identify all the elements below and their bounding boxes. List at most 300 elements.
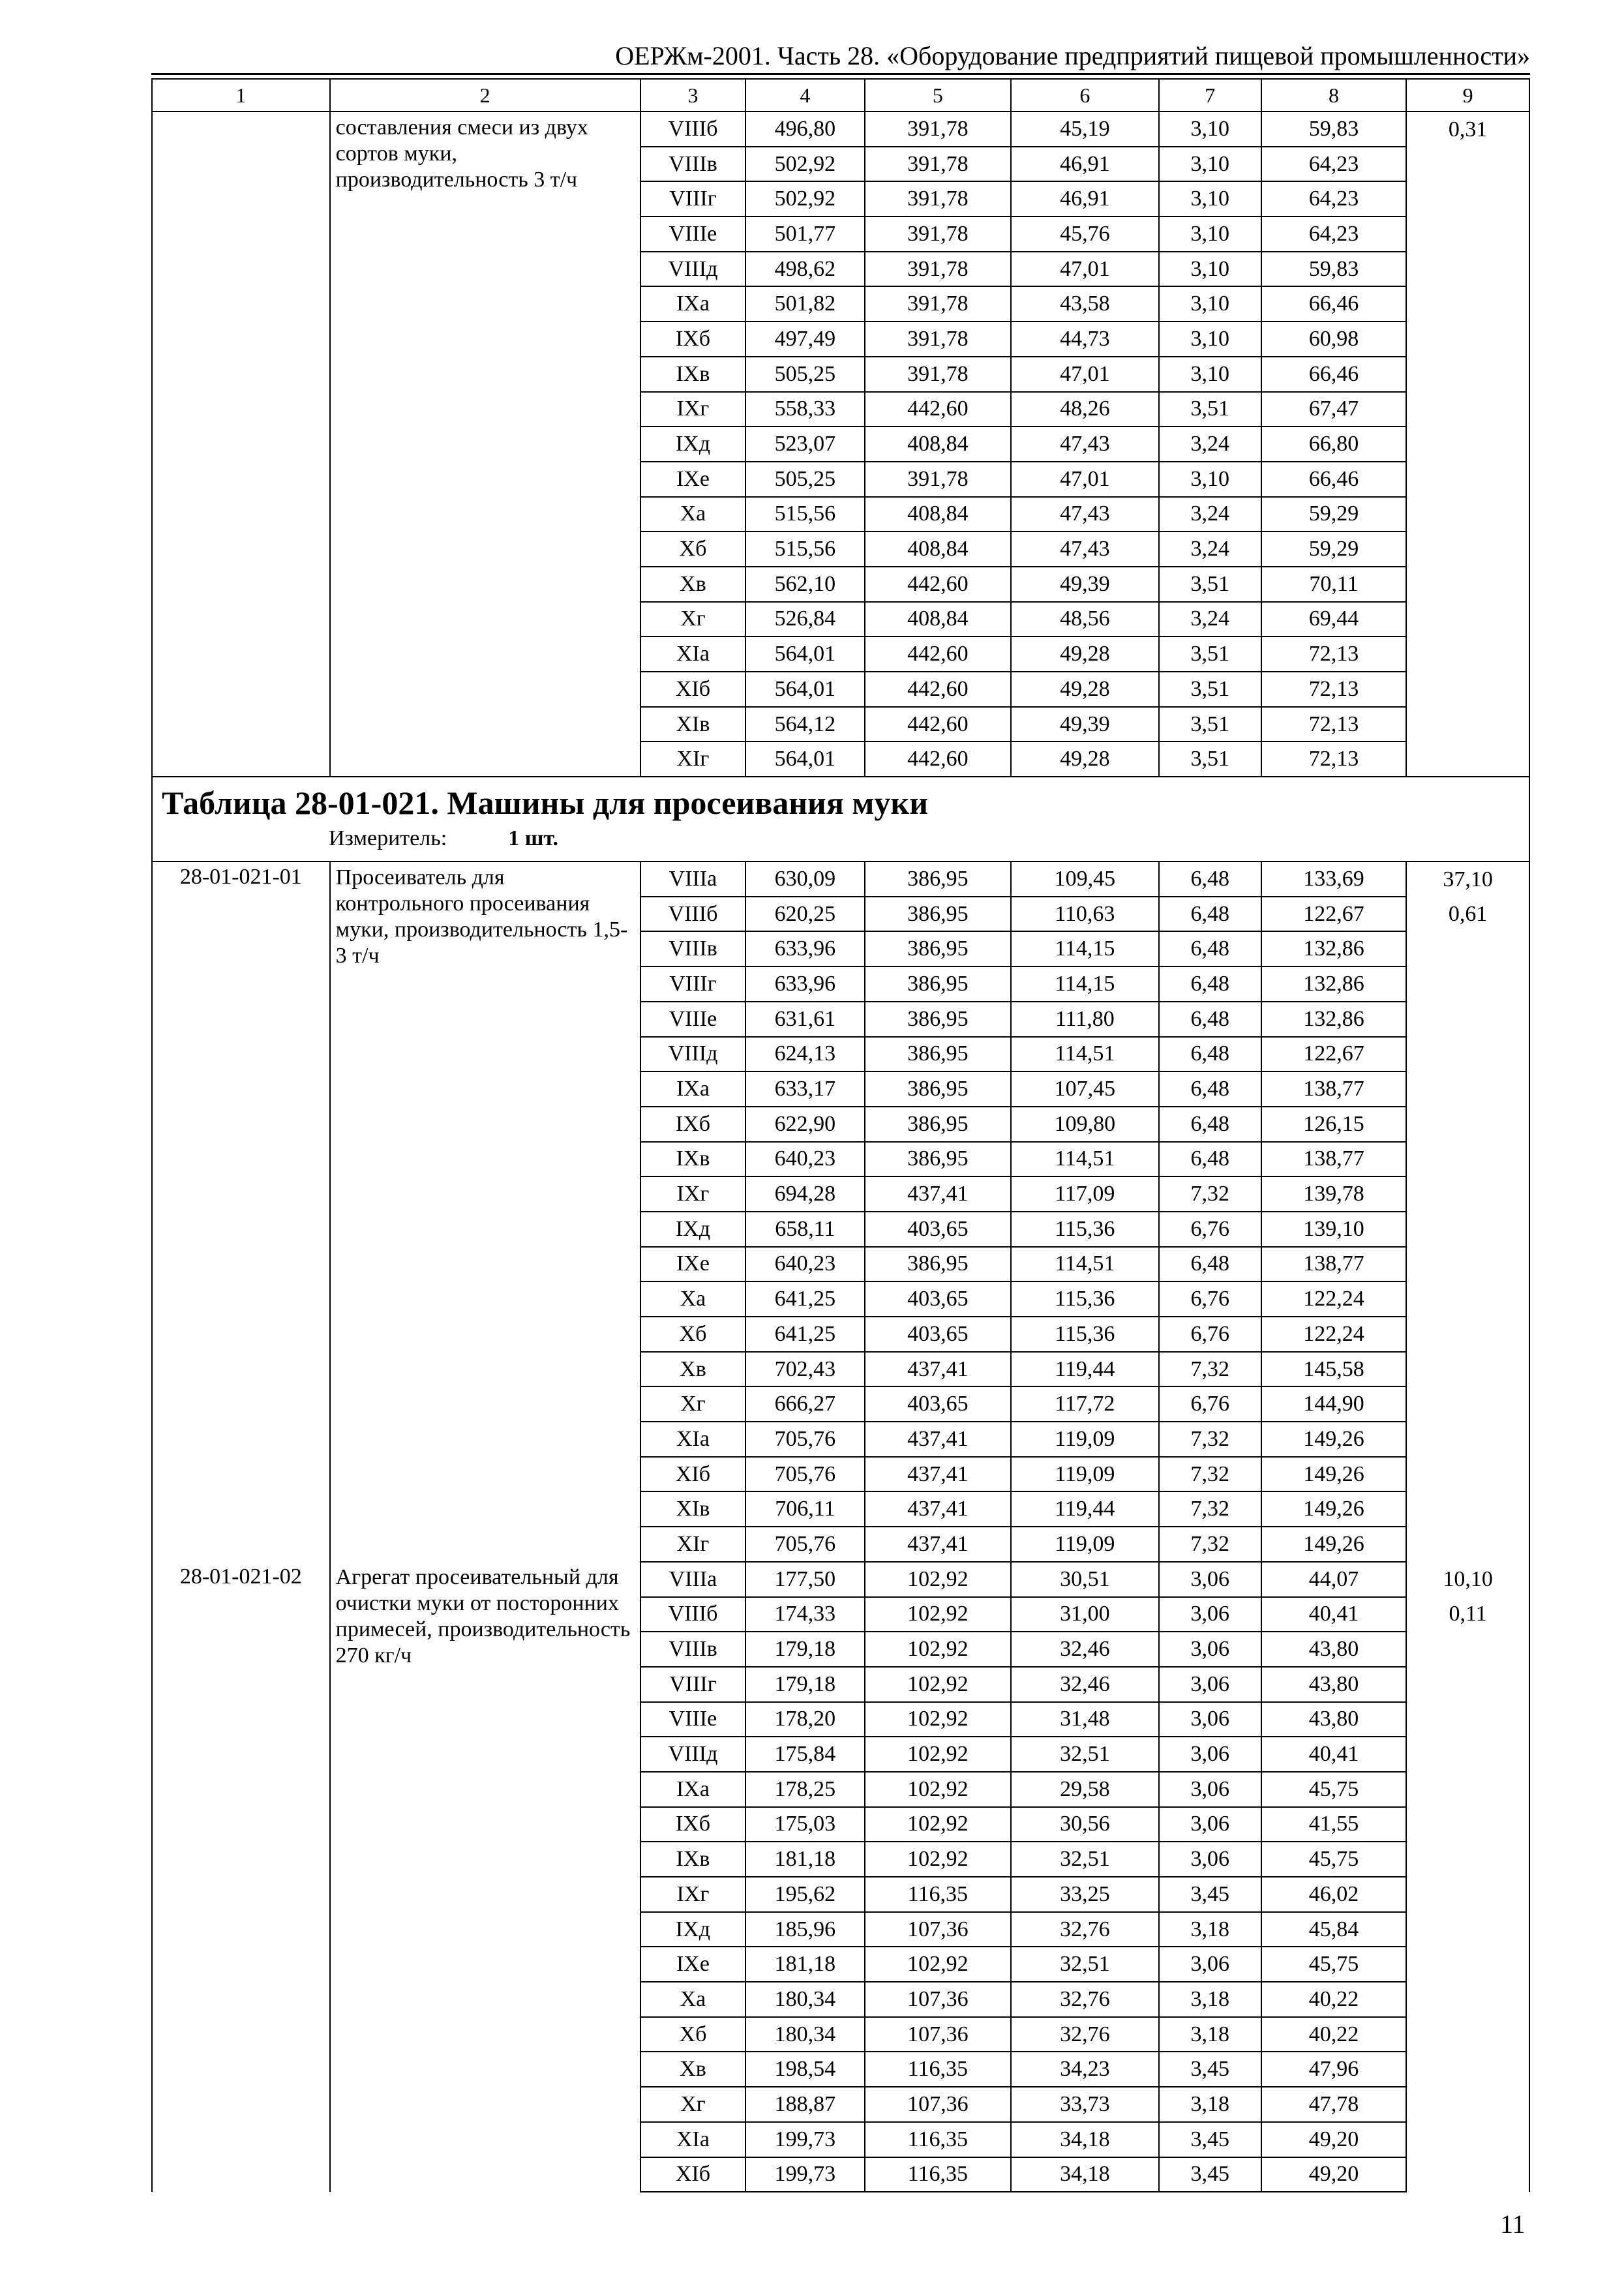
material-cost: 72,13	[1261, 672, 1406, 707]
material-cost: 66,46	[1261, 462, 1406, 497]
total-cost: 523,07	[745, 426, 864, 462]
region-code: Xб	[640, 531, 745, 567]
wage-cost: 437,41	[865, 1176, 1011, 1212]
material-cost: 66,46	[1261, 286, 1406, 322]
material-cost: 139,10	[1261, 1212, 1406, 1247]
material-cost: 44,07	[1261, 1562, 1406, 1597]
region-code: VIIIа	[640, 1562, 745, 1597]
wage-cost: 442,60	[865, 707, 1011, 742]
machinist-wage: 7,32	[1159, 1352, 1261, 1387]
region-code: XIа	[640, 1422, 745, 1457]
machine-cost: 47,43	[1011, 426, 1159, 462]
total-cost: 185,96	[745, 1912, 864, 1947]
machine-cost: 44,73	[1011, 322, 1159, 357]
material-cost: 126,15	[1261, 1107, 1406, 1142]
wage-cost: 442,60	[865, 636, 1011, 672]
machine-cost: 31,00	[1011, 1597, 1159, 1632]
region-code: Xг	[640, 2087, 745, 2122]
total-cost: 564,01	[745, 741, 864, 777]
region-code: VIIIд	[640, 252, 745, 287]
region-code: IXг	[640, 1877, 745, 1912]
wage-cost: 102,92	[865, 1947, 1011, 1982]
machinist-wage: 3,51	[1159, 672, 1261, 707]
labor-cost-value: 0,61	[1448, 902, 1488, 927]
section-title-row	[152, 777, 1529, 861]
wage-cost: 391,78	[865, 147, 1011, 182]
wage-cost: 386,95	[865, 966, 1011, 1002]
region-code: IXв	[640, 1842, 745, 1877]
material-cost: 59,29	[1261, 497, 1406, 532]
wage-cost: 386,95	[865, 897, 1011, 932]
wage-cost: 408,84	[865, 602, 1011, 637]
wage-cost: 386,95	[865, 1037, 1011, 1072]
machine-cost: 119,44	[1011, 1491, 1159, 1527]
machinist-wage: 7,32	[1159, 1527, 1261, 1562]
material-cost: 72,13	[1261, 636, 1406, 672]
wage-cost: 391,78	[865, 357, 1011, 392]
total-cost: 526,84	[745, 602, 864, 637]
column-number: 2	[330, 79, 640, 112]
machine-cost: 114,15	[1011, 931, 1159, 966]
machinist-wage: 6,48	[1159, 1247, 1261, 1282]
machine-cost: 29,58	[1011, 1772, 1159, 1807]
wage-cost: 437,41	[865, 1352, 1011, 1387]
total-cost: 502,92	[745, 147, 864, 182]
material-cost: 122,67	[1261, 1037, 1406, 1072]
machine-cost: 32,76	[1011, 1912, 1159, 1947]
machinist-wage: 3,06	[1159, 1772, 1261, 1807]
wage-cost: 386,95	[865, 861, 1011, 897]
machine-cost: 32,51	[1011, 1737, 1159, 1772]
region-code: VIIIг	[640, 966, 745, 1002]
region-code: IXг	[640, 392, 745, 427]
total-cost: 195,62	[745, 1877, 864, 1912]
labor-cost	[1406, 1562, 1529, 2192]
total-cost: 505,25	[745, 462, 864, 497]
machine-cost: 119,09	[1011, 1422, 1159, 1457]
machine-cost: 109,45	[1011, 861, 1159, 897]
wage-cost: 116,35	[865, 1877, 1011, 1912]
machinist-wage: 3,24	[1159, 531, 1261, 567]
machinist-wage: 7,32	[1159, 1457, 1261, 1492]
region-code: IXе	[640, 1247, 745, 1282]
region-code: VIIIв	[640, 1632, 745, 1667]
machinist-wage: 3,45	[1159, 2122, 1261, 2157]
table-title: Таблица 28-01-021. Машины для просеивания муки	[162, 785, 929, 822]
material-cost: 43,80	[1261, 1702, 1406, 1737]
region-code: VIIIд	[640, 1037, 745, 1072]
total-cost: 178,25	[745, 1772, 864, 1807]
wage-cost: 391,78	[865, 252, 1011, 287]
total-cost: 630,09	[745, 861, 864, 897]
machine-cost: 115,36	[1011, 1317, 1159, 1352]
total-cost: 174,33	[745, 1597, 864, 1632]
material-cost: 59,29	[1261, 531, 1406, 567]
region-code: XIг	[640, 741, 745, 777]
machine-cost: 117,09	[1011, 1176, 1159, 1212]
machine-cost: 115,36	[1011, 1281, 1159, 1317]
region-code: Xб	[640, 1317, 745, 1352]
machinist-wage: 3,10	[1159, 357, 1261, 392]
region-code: VIIIб	[640, 112, 745, 147]
material-cost: 132,86	[1261, 931, 1406, 966]
region-code: VIIIг	[640, 181, 745, 217]
labor-cost-value: 37,10	[1443, 867, 1493, 892]
material-cost: 138,77	[1261, 1071, 1406, 1107]
column-number: 4	[745, 79, 864, 112]
wage-cost: 116,35	[865, 2122, 1011, 2157]
material-cost: 40,41	[1261, 1597, 1406, 1632]
machine-cost: 48,56	[1011, 602, 1159, 637]
region-code: XIа	[640, 636, 745, 672]
total-cost: 694,28	[745, 1176, 864, 1212]
wage-cost: 391,78	[865, 112, 1011, 147]
material-cost: 66,80	[1261, 426, 1406, 462]
machinist-wage: 6,48	[1159, 1002, 1261, 1037]
wage-cost: 403,65	[865, 1317, 1011, 1352]
machine-cost: 32,46	[1011, 1632, 1159, 1667]
machine-cost: 43,58	[1011, 286, 1159, 322]
machinist-wage: 3,10	[1159, 217, 1261, 252]
total-cost: 515,56	[745, 531, 864, 567]
machine-cost: 46,91	[1011, 181, 1159, 217]
region-code: Xв	[640, 2052, 745, 2087]
column-number: 8	[1261, 79, 1406, 112]
wage-cost: 107,36	[865, 1982, 1011, 2017]
machinist-wage: 3,18	[1159, 1982, 1261, 2017]
total-cost: 705,76	[745, 1422, 864, 1457]
material-cost: 40,41	[1261, 1737, 1406, 1772]
machinist-wage: 3,18	[1159, 2017, 1261, 2052]
material-cost: 43,80	[1261, 1632, 1406, 1667]
wage-cost: 408,84	[865, 531, 1011, 567]
wage-cost: 386,95	[865, 1142, 1011, 1177]
material-cost: 47,96	[1261, 2052, 1406, 2087]
wage-cost: 116,35	[865, 2157, 1011, 2192]
machine-cost: 119,44	[1011, 1352, 1159, 1387]
material-cost: 60,98	[1261, 322, 1406, 357]
total-cost: 705,76	[745, 1457, 864, 1492]
material-cost: 144,90	[1261, 1386, 1406, 1422]
labor-cost	[1406, 861, 1529, 1562]
machinist-wage: 3,45	[1159, 2157, 1261, 2192]
labor-cost	[1406, 112, 1529, 777]
total-cost: 666,27	[745, 1386, 864, 1422]
material-cost: 122,67	[1261, 897, 1406, 932]
table-row	[152, 1562, 1529, 1597]
material-cost: 149,26	[1261, 1491, 1406, 1527]
material-cost: 49,20	[1261, 2122, 1406, 2157]
material-cost: 45,75	[1261, 1772, 1406, 1807]
region-code: IXа	[640, 286, 745, 322]
machinist-wage: 3,10	[1159, 147, 1261, 182]
total-cost: 558,33	[745, 392, 864, 427]
machinist-wage: 6,48	[1159, 897, 1261, 932]
machine-cost: 47,43	[1011, 531, 1159, 567]
total-cost: 633,96	[745, 931, 864, 966]
material-cost: 69,44	[1261, 602, 1406, 637]
wage-cost: 102,92	[865, 1702, 1011, 1737]
wage-cost: 102,92	[865, 1597, 1011, 1632]
wage-cost: 102,92	[865, 1842, 1011, 1877]
region-code: IXг	[640, 1176, 745, 1212]
machine-cost: 110,63	[1011, 897, 1159, 932]
machinist-wage: 7,32	[1159, 1422, 1261, 1457]
machinist-wage: 3,06	[1159, 1737, 1261, 1772]
machinist-wage: 3,06	[1159, 1597, 1261, 1632]
total-cost: 198,54	[745, 2052, 864, 2087]
total-cost: 620,25	[745, 897, 864, 932]
material-cost: 72,13	[1261, 707, 1406, 742]
machinist-wage: 3,10	[1159, 112, 1261, 147]
row-description: Агрегат просеивательный для очистки муки от посторонних примесей, производительность 270 кг/ч	[330, 1562, 640, 2192]
machinist-wage: 3,18	[1159, 2087, 1261, 2122]
total-cost: 641,25	[745, 1317, 864, 1352]
wage-cost: 102,92	[865, 1807, 1011, 1842]
machine-cost: 47,01	[1011, 252, 1159, 287]
machine-cost: 114,51	[1011, 1247, 1159, 1282]
machine-cost: 32,46	[1011, 1667, 1159, 1702]
machine-cost: 32,51	[1011, 1947, 1159, 1982]
total-cost: 640,23	[745, 1247, 864, 1282]
total-cost: 188,87	[745, 2087, 864, 2122]
total-cost: 624,13	[745, 1037, 864, 1072]
machine-cost: 34,23	[1011, 2052, 1159, 2087]
total-cost: 179,18	[745, 1667, 864, 1702]
machine-cost: 107,45	[1011, 1071, 1159, 1107]
machine-cost: 119,09	[1011, 1527, 1159, 1562]
region-code: VIIIб	[640, 1597, 745, 1632]
material-cost: 149,26	[1261, 1457, 1406, 1492]
machine-cost: 117,72	[1011, 1386, 1159, 1422]
region-code: Xа	[640, 497, 745, 532]
column-number: 5	[865, 79, 1011, 112]
labor-cost-value: 10,10	[1443, 1566, 1493, 1591]
material-cost: 46,02	[1261, 1877, 1406, 1912]
machinist-wage: 6,76	[1159, 1317, 1261, 1352]
wage-cost: 102,92	[865, 1737, 1011, 1772]
wage-cost: 391,78	[865, 181, 1011, 217]
machine-cost: 49,28	[1011, 741, 1159, 777]
row-code: 28-01-021-02	[152, 1562, 330, 2192]
total-cost: 702,43	[745, 1352, 864, 1387]
section-title-cell	[152, 777, 1529, 861]
region-code: XIв	[640, 707, 745, 742]
region-code: IXд	[640, 426, 745, 462]
column-number: 6	[1011, 79, 1159, 112]
material-cost: 66,46	[1261, 357, 1406, 392]
column-number: 3	[640, 79, 745, 112]
machinist-wage: 3,51	[1159, 707, 1261, 742]
material-cost: 70,11	[1261, 567, 1406, 602]
total-cost: 633,96	[745, 966, 864, 1002]
wage-cost: 107,36	[865, 2087, 1011, 2122]
wage-cost: 102,92	[865, 1772, 1011, 1807]
machinist-wage: 7,32	[1159, 1491, 1261, 1527]
region-code: IXб	[640, 1807, 745, 1842]
machinist-wage: 3,10	[1159, 181, 1261, 217]
machinist-wage: 3,06	[1159, 1562, 1261, 1597]
total-cost: 564,01	[745, 636, 864, 672]
wage-cost: 403,65	[865, 1281, 1011, 1317]
wage-cost: 391,78	[865, 462, 1011, 497]
total-cost: 622,90	[745, 1107, 864, 1142]
region-code: IXб	[640, 322, 745, 357]
region-code: Xа	[640, 1281, 745, 1317]
material-cost: 139,78	[1261, 1176, 1406, 1212]
machinist-wage: 3,45	[1159, 2052, 1261, 2087]
machine-cost: 31,48	[1011, 1702, 1159, 1737]
region-code: Xв	[640, 1352, 745, 1387]
total-cost: 505,25	[745, 357, 864, 392]
wage-cost: 391,78	[865, 322, 1011, 357]
wage-cost: 403,65	[865, 1212, 1011, 1247]
wage-cost: 442,60	[865, 672, 1011, 707]
machine-cost: 47,01	[1011, 357, 1159, 392]
row-description: составления смеси из двух сортов муки, производительность 3 т/ч	[330, 112, 640, 777]
region-code: VIIIа	[640, 861, 745, 897]
machinist-wage: 3,51	[1159, 636, 1261, 672]
wage-cost: 403,65	[865, 1386, 1011, 1422]
machine-cost: 33,73	[1011, 2087, 1159, 2122]
machine-cost: 49,28	[1011, 672, 1159, 707]
wage-cost: 442,60	[865, 741, 1011, 777]
total-cost: 502,92	[745, 181, 864, 217]
region-code: VIIIв	[640, 931, 745, 966]
total-cost: 181,18	[745, 1947, 864, 1982]
row-code: 28-01-021-01	[152, 861, 330, 1562]
table-row	[152, 861, 1529, 897]
machine-cost: 45,76	[1011, 217, 1159, 252]
rates-table	[151, 78, 1530, 2192]
material-cost: 64,23	[1261, 181, 1406, 217]
machinist-wage: 3,51	[1159, 741, 1261, 777]
wage-cost: 408,84	[865, 426, 1011, 462]
machine-cost: 32,51	[1011, 1842, 1159, 1877]
labor-cost-value: 0,31	[1448, 117, 1488, 142]
material-cost: 41,55	[1261, 1807, 1406, 1842]
material-cost: 138,77	[1261, 1247, 1406, 1282]
wage-cost: 102,92	[865, 1667, 1011, 1702]
wage-cost: 107,36	[865, 2017, 1011, 2052]
region-code: IXа	[640, 1071, 745, 1107]
material-cost: 45,75	[1261, 1947, 1406, 1982]
meter-line	[153, 824, 1529, 853]
machine-cost: 32,76	[1011, 2017, 1159, 2052]
region-code: XIб	[640, 1457, 745, 1492]
material-cost: 122,24	[1261, 1317, 1406, 1352]
total-cost: 658,11	[745, 1212, 864, 1247]
region-code: XIг	[640, 1527, 745, 1562]
machinist-wage: 3,24	[1159, 602, 1261, 637]
meter-value: 1 шт.	[508, 826, 559, 851]
total-cost: 181,18	[745, 1842, 864, 1877]
machinist-wage: 3,06	[1159, 1807, 1261, 1842]
material-cost: 67,47	[1261, 392, 1406, 427]
total-cost: 631,61	[745, 1002, 864, 1037]
total-cost: 633,17	[745, 1071, 864, 1107]
material-cost: 149,26	[1261, 1527, 1406, 1562]
machine-cost: 34,18	[1011, 2122, 1159, 2157]
material-cost: 49,20	[1261, 2157, 1406, 2192]
material-cost: 145,58	[1261, 1352, 1406, 1387]
region-code: IXв	[640, 1142, 745, 1177]
machinist-wage: 6,76	[1159, 1281, 1261, 1317]
machine-cost: 49,28	[1011, 636, 1159, 672]
wage-cost: 408,84	[865, 497, 1011, 532]
material-cost: 43,80	[1261, 1667, 1406, 1702]
region-code: IXд	[640, 1212, 745, 1247]
rates-table-body	[152, 79, 1529, 2192]
machinist-wage: 3,45	[1159, 1877, 1261, 1912]
material-cost: 133,69	[1261, 861, 1406, 897]
wage-cost: 442,60	[865, 392, 1011, 427]
machinist-wage: 3,06	[1159, 1702, 1261, 1737]
machinist-wage: 3,06	[1159, 1632, 1261, 1667]
material-cost: 40,22	[1261, 2017, 1406, 2052]
region-code: VIIIг	[640, 1667, 745, 1702]
column-number-row	[152, 79, 1529, 112]
table-row	[152, 112, 1529, 147]
region-code: IXе	[640, 462, 745, 497]
page-number: 11	[1500, 2209, 1526, 2239]
material-cost: 45,75	[1261, 1842, 1406, 1877]
total-cost: 706,11	[745, 1491, 864, 1527]
machinist-wage: 3,24	[1159, 426, 1261, 462]
region-code: Xа	[640, 1982, 745, 2017]
region-code: Xб	[640, 2017, 745, 2052]
wage-cost: 437,41	[865, 1491, 1011, 1527]
machine-cost: 114,51	[1011, 1037, 1159, 1072]
machine-cost: 30,56	[1011, 1807, 1159, 1842]
wage-cost: 437,41	[865, 1527, 1011, 1562]
total-cost: 178,20	[745, 1702, 864, 1737]
material-cost: 138,77	[1261, 1142, 1406, 1177]
material-cost: 122,24	[1261, 1281, 1406, 1317]
labor-cost-value: 0,11	[1449, 1601, 1487, 1626]
region-code: VIIIе	[640, 1702, 745, 1737]
page-header-title: ОЕРЖм-2001. Часть 28. «Оборудование предприятий пищевой промышленности»	[615, 41, 1530, 70]
total-cost: 564,01	[745, 672, 864, 707]
machine-cost: 30,51	[1011, 1562, 1159, 1597]
machinist-wage: 6,48	[1159, 1071, 1261, 1107]
machine-cost: 114,51	[1011, 1142, 1159, 1177]
total-cost: 175,84	[745, 1737, 864, 1772]
material-cost: 64,23	[1261, 217, 1406, 252]
material-cost: 149,26	[1261, 1422, 1406, 1457]
region-code: VIIIе	[640, 1002, 745, 1037]
region-code: VIIIв	[640, 147, 745, 182]
total-cost: 496,80	[745, 112, 864, 147]
machinist-wage: 6,76	[1159, 1386, 1261, 1422]
material-cost: 45,84	[1261, 1912, 1406, 1947]
region-code: IXа	[640, 1772, 745, 1807]
region-code: Xв	[640, 567, 745, 602]
total-cost: 515,56	[745, 497, 864, 532]
material-cost: 132,86	[1261, 966, 1406, 1002]
machinist-wage: 6,48	[1159, 1037, 1261, 1072]
wage-cost: 386,95	[865, 1071, 1011, 1107]
total-cost: 501,77	[745, 217, 864, 252]
machinist-wage: 3,24	[1159, 497, 1261, 532]
material-cost: 59,83	[1261, 252, 1406, 287]
wage-cost: 437,41	[865, 1422, 1011, 1457]
row-description: Просеиватель для контрольного просеивания муки, производительность 1,5-3 т/ч	[330, 861, 640, 1562]
total-cost: 562,10	[745, 567, 864, 602]
machine-cost: 48,26	[1011, 392, 1159, 427]
machinist-wage: 3,06	[1159, 1947, 1261, 1982]
wage-cost: 386,95	[865, 1247, 1011, 1282]
